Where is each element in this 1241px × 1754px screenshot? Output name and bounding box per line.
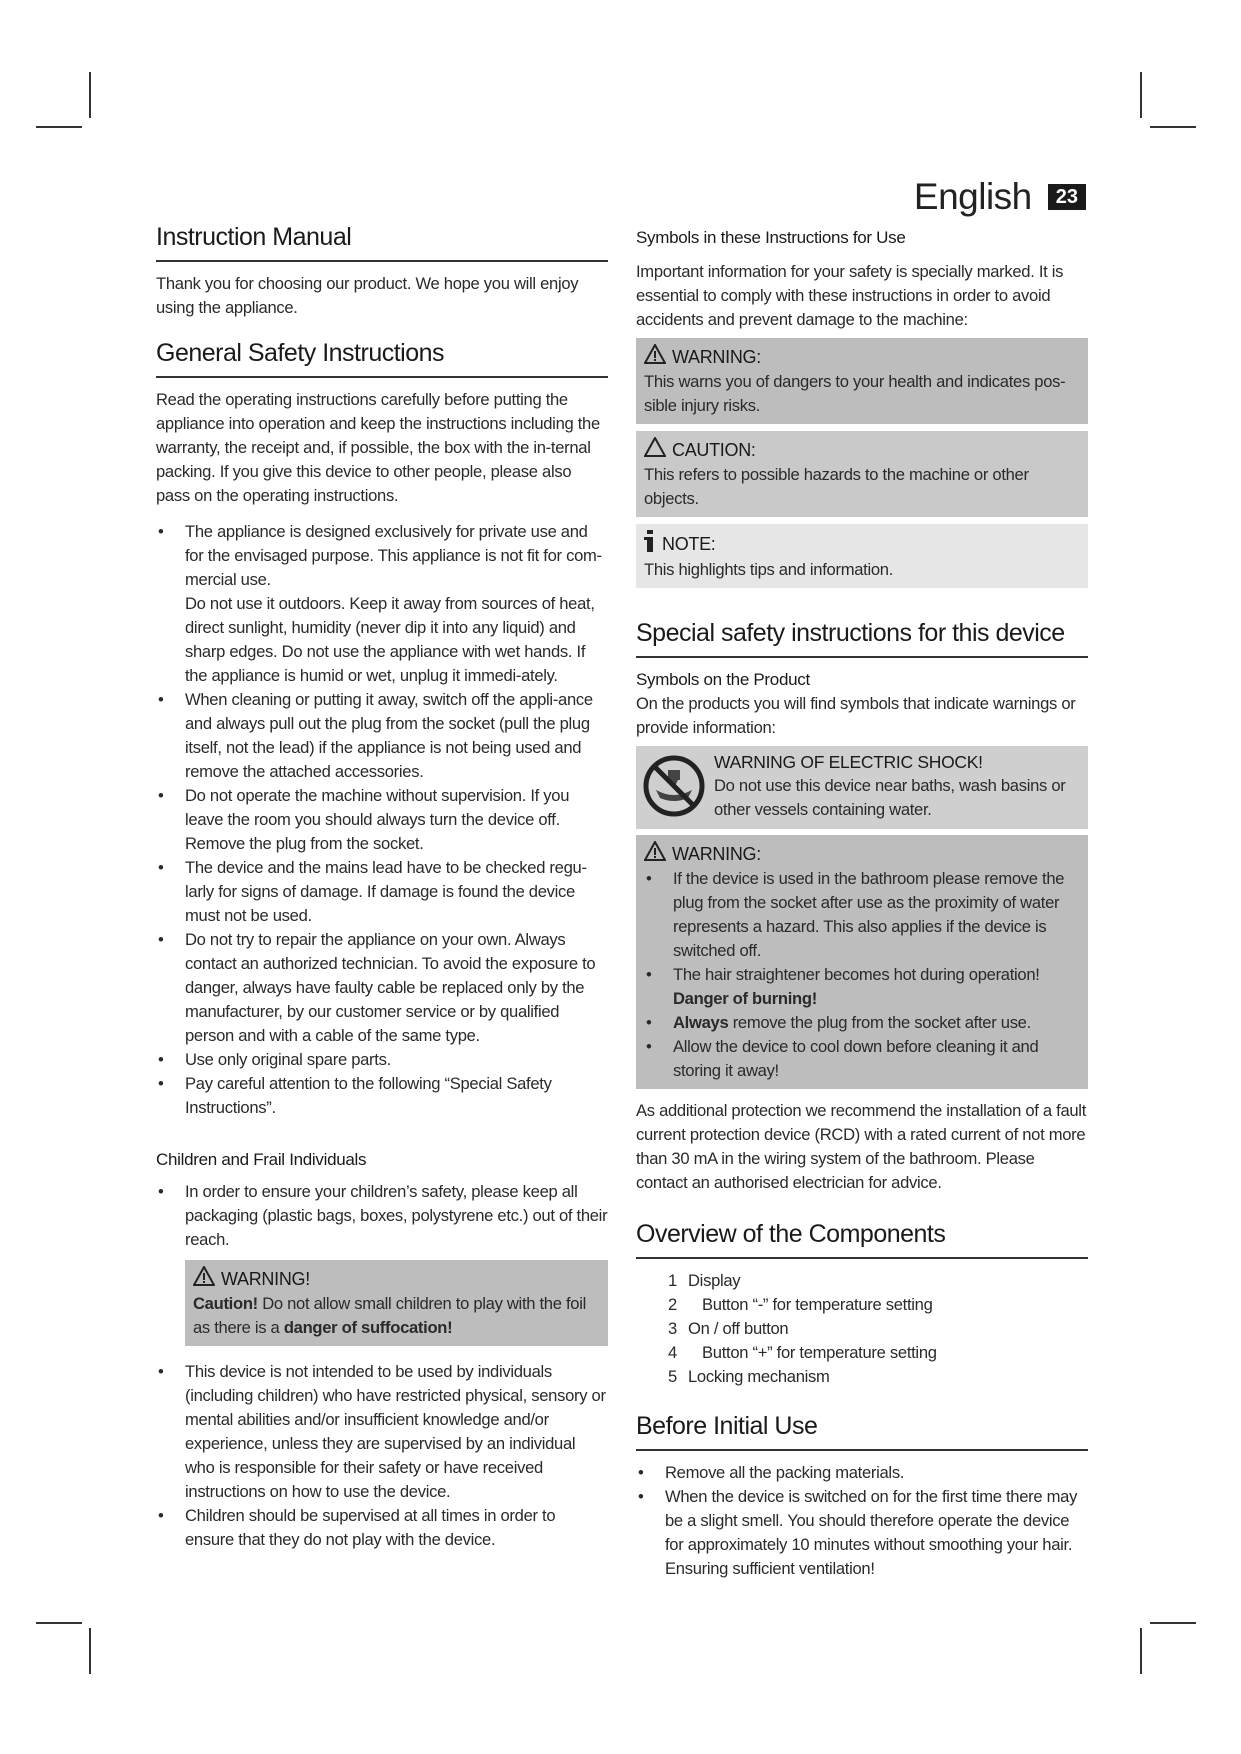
symbols-intro-text: Important information for your safety is specially marked. It is essential to comply with these instructions in order to avoid accidents and prevent damage to the machine: [636,262,1064,329]
list-item: 3 On / off button [668,1319,789,1338]
list-item: • Do not operate the machine without supervision. If you leave the room you should always turn the device off. Remove the plug from the socket. [156,784,608,856]
language-label: English [913,176,1032,217]
warning-box-suffocation: WARNING! Caution! Do not allow small children to play with the foil as there is a danger of suffocation! [185,1260,608,1346]
list-item: • Pay careful attention to the following “Special Safety Instructions”. [156,1072,608,1120]
list-item: • The device and the mains lead have to be checked regu-larly for signs of damage. If damage is found the device must not be used. [156,856,608,928]
subsection-title-children: Children and Frail Individuals [156,1150,367,1169]
safety-intro-text: Read the operating instructions carefully before putting the appliance into operation and keep the instructions including the warranty, the receipt and, if possible, the box with the in-ternal packing. If you give this device to other people, please also pass on the operating instructions. [156,390,600,505]
warning-triangle-icon [644,841,666,867]
list-item: • If the device is used in the bathroom please remove the plug from the socket after use as the proximity of water represents a hazard. This also applies if the device is switched off. [644,867,1080,963]
product-symbols-text: On the products you will find symbols that indicate warnings or provide information: [636,694,1076,737]
page-header [914,176,1086,218]
list-item: • When cleaning or putting it away, switch off the appli-ance and always pull out the plug from the socket (pull the plug itself, not the lead) if the appliance is not being used and remove the attached accessories. [156,688,608,784]
list-item: • This device is not intended to be used by individuals (including children) who have restricted physical, sensory or mental abilities and/or insufficient knowledge and/or experience, unless they are supervised by an individual who is responsible for their safety or have received instructions on how to use the device. [156,1360,608,1504]
bathroom-warning-box: WARNING: • If the device is used in the bathroom please remove the plug from the socket after use as the proximity of water represents a hazard. This also applies if the device is switched off. • The hair straightener becomes hot during operation! Danger of burning! • Always remove the plug from the socket after use. • Allow the device to cool down before cleaning it and storing it away! [636,835,1088,1089]
section-title-instruction-manual: Instruction Manual [156,222,608,262]
no-water-bath-icon [642,754,706,825]
safety-bullet-list [156,520,608,1120]
children-bullet-list-2 [156,1360,608,1552]
list-item: 1 Display [668,1271,741,1290]
caution-triangle-icon [644,437,666,463]
list-item: • Allow the device to cool down before cleaning it and storing it away! [644,1035,1080,1083]
list-item: 4 Button “+” for temperature setting [668,1343,937,1362]
list-item: • When the device is switched on for the first time there may be a slight smell. You should therefore operate the device for approximately 10 minutes without smoothing your hair. Ensuring sufficient ventilation! [636,1485,1088,1581]
electric-shock-warning-box: WARNING OF ELECTRIC SHOCK! Do not use this device near baths, wash basins or other vessels containing water. [636,746,1088,829]
section-title-before-initial-use: Before Initial Use [636,1411,1088,1451]
subsection-title-symbols: Symbols in these Instructions for Use [636,228,906,247]
section-title-overview: Overview of the Components [636,1219,1088,1259]
crop-mark [89,72,91,118]
section-title-general-safety: General Safety Instructions [156,338,608,378]
rcd-text: As additional protection we recommend the installation of a fault current protection device (RCD) with a rated current of not more than 30 mA in the wiring system of the bathroom. Please contact an authorised electrician for advice. [636,1101,1087,1192]
warning-triangle-icon [193,1266,215,1292]
right-column [636,226,1088,1581]
list-item: 2 Button “-” for temperature setting [668,1295,933,1314]
crop-mark [89,1628,91,1674]
crop-mark [1140,1628,1142,1674]
left-column [156,222,608,1552]
caution-symbol-box: CAUTION: This refers to possible hazards to the machine or other objects. [636,431,1088,517]
list-item: • Children should be supervised at all times in order to ensure that they do not play with the device. [156,1504,608,1552]
crop-mark [1140,72,1142,118]
crop-mark [1150,126,1196,128]
note-symbol-box: NOTE: This highlights tips and information. [636,524,1088,588]
list-item: • Use only original spare parts. [156,1048,608,1072]
list-item: 5 Locking mechanism [668,1367,830,1386]
list-item: • The hair straightener becomes hot during operation! Danger of burning! [644,963,1080,1011]
crop-mark [1150,1622,1196,1624]
crop-mark [36,1622,82,1624]
before-use-list [636,1461,1088,1581]
list-item: • The appliance is designed exclusively for private use and for the envisaged purpose. This appliance is not fit for com-mercial use. Do not use it outdoors. Keep it away from sources of heat, direct sunlight, humidity (never dip it into any liquid) and sharp edges. Do not use the appliance with wet hands. If the appliance is humid or wet, unplug it immedi-ately. [156,520,608,688]
warning-symbol-box: WARNING: This warns you of dangers to your health and indicates pos-sible injury risks. [636,338,1088,424]
info-icon [644,530,656,558]
list-item: • Always remove the plug from the socket after use. [644,1011,1080,1035]
warning-triangle-icon [644,344,666,370]
intro-text: Thank you for choosing our product. We hope you will enjoy using the appliance. [156,274,579,317]
section-title-special-safety: Special safety instructions for this device [636,618,1088,658]
components-list [636,1269,1088,1389]
list-item: • Do not try to repair the appliance on your own. Always contact an authorized technician. To avoid the exposure to danger, always have faulty cable be replaced only by the manufacturer, by our customer service or by qualified person and with a cable of the same type. [156,928,608,1048]
list-item: • Remove all the packing materials. [636,1461,1088,1485]
children-bullet-list [156,1180,608,1252]
subsection-title-product-symbols: Symbols on the Product [636,670,810,689]
page-number: 23 [1048,184,1086,210]
list-item: • In order to ensure your children’s safety, please keep all packaging (plastic bags, boxes, polystyrene etc.) out of their reach. [156,1180,608,1252]
crop-mark [36,126,82,128]
